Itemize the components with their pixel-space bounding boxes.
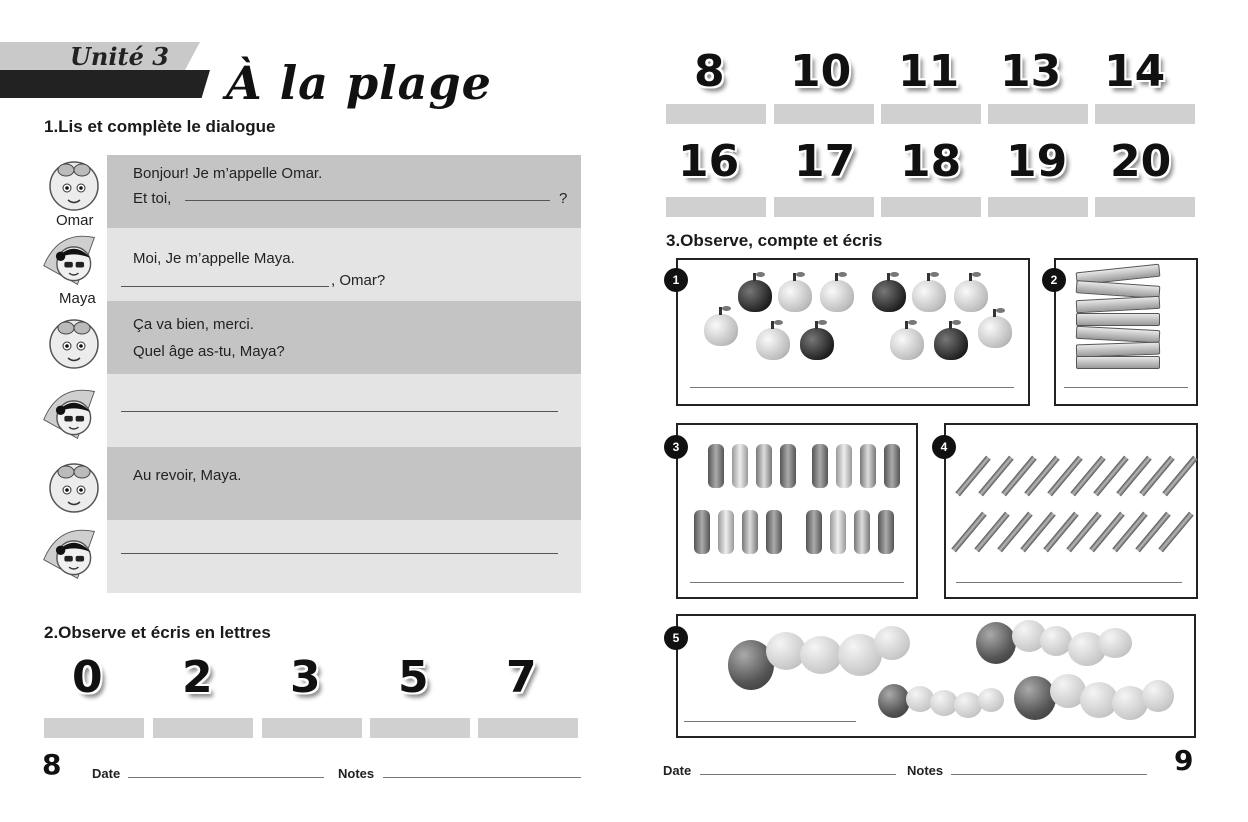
dialogue-text: Au revoir, Maya. [133,467,242,484]
answer-line[interactable] [1064,387,1188,388]
candy-icon [878,510,894,554]
page-number-right: 9 [1174,744,1194,777]
balloon-icon [1040,626,1072,656]
dialogue-row-5 [107,447,581,520]
apple-icon [800,328,834,360]
maya-avatar-icon [40,520,100,588]
dialogue-row-1 [107,155,581,228]
dialogue-text: Moi, Je m’appelle Maya. [133,250,295,267]
balloon-icon [800,636,842,674]
candy-icon [756,444,772,488]
answer-blank[interactable] [121,286,329,287]
answer-box[interactable] [666,104,766,124]
page-title: À la plage [226,56,492,110]
apple-icon [872,280,906,312]
number-11: 11 [898,46,960,97]
answer-box[interactable] [881,104,981,124]
number-17: 17 [794,136,856,187]
date-field[interactable] [128,777,324,778]
candy-icon [812,444,828,488]
answer-blank[interactable] [121,553,558,554]
number-5: 5 [398,652,429,703]
omar-avatar-icon [44,150,104,218]
maya-avatar-icon [40,226,100,294]
speaker-name-omar: Omar [56,212,94,229]
page-number-left: 8 [42,748,62,781]
answer-box[interactable] [988,104,1088,124]
apple-icon [890,328,924,360]
candy-icon [860,444,876,488]
number-2: 2 [182,652,213,703]
number-16: 16 [678,136,740,187]
apple-icon [934,328,968,360]
omar-avatar-icon [44,452,104,520]
candy-icon [836,444,852,488]
answer-box[interactable] [774,104,874,124]
balloon-icon [874,626,910,660]
dialogue-row-2 [107,228,581,301]
answer-box[interactable] [44,718,144,738]
answer-blank[interactable] [121,411,558,412]
candy-icon [742,510,758,554]
notes-label: Notes [338,766,375,781]
candy-icon [830,510,846,554]
apple-icon [912,280,946,312]
balloon-icon [976,622,1016,664]
answer-line[interactable] [684,721,856,722]
notes-label: Notes [907,763,944,778]
candy-icon [806,510,822,554]
answer-line[interactable] [690,387,1014,388]
number-14: 14 [1104,46,1166,97]
balloon-icon [1142,680,1174,712]
number-13: 13 [1000,46,1062,97]
candy-icon [708,444,724,488]
exercise-badge: 2 [1042,268,1066,292]
candy-icon [884,444,900,488]
dialogue-text: Et toi, [133,190,172,207]
answer-line[interactable] [956,582,1182,583]
dialogue-text: Ça va bien, merci. [133,316,254,333]
candy-icon [780,444,796,488]
candy-icon [854,510,870,554]
date-label: Date [663,763,692,778]
apple-icon [704,314,738,346]
balloon-icon [1014,676,1056,720]
answer-line[interactable] [690,582,904,583]
balloon-icon [1098,628,1132,658]
apple-icon [738,280,772,312]
candy-icon [766,510,782,554]
exercise2-title: 2.Observe et écris en lettres [44,623,271,642]
exercise-badge: 3 [664,435,688,459]
answer-box[interactable] [1095,197,1195,217]
apple-icon [978,316,1012,348]
speaker-name-maya: Maya [59,290,96,307]
dialogue-text: ? [559,190,568,207]
exercise-badge: 4 [932,435,956,459]
dialogue-text: Quel âge as-tu, Maya? [133,343,285,360]
answer-box[interactable] [153,718,253,738]
answer-box[interactable] [881,197,981,217]
candy-icon [732,444,748,488]
answer-box[interactable] [1095,104,1195,124]
number-3: 3 [290,652,321,703]
maya-avatar-icon [40,380,100,448]
number-8: 8 [694,46,725,97]
exercise3-title: 3.Observe, compte et écris [666,231,883,250]
notes-field[interactable] [951,774,1147,775]
omar-avatar-icon [44,308,104,376]
exercise-badge: 5 [664,626,688,650]
number-10: 10 [790,46,852,97]
apple-icon [756,328,790,360]
answer-box[interactable] [666,197,766,217]
answer-box[interactable] [262,718,362,738]
dialogue-row-3 [107,301,581,374]
unit-band-dark [0,70,210,98]
dialogue-row-4 [107,374,581,447]
answer-box[interactable] [370,718,470,738]
exercise1-title: 1.Lis et complète le dialogue [44,117,276,136]
answer-box[interactable] [988,197,1088,217]
notes-field[interactable] [383,777,581,778]
apple-icon [820,280,854,312]
book-icon [1076,313,1160,326]
apple-icon [954,280,988,312]
apple-icon [778,280,812,312]
unit-label: Unité 3 [70,42,169,71]
dialogue-row-6 [107,520,581,593]
number-0: 0 [72,652,103,703]
number-20: 20 [1110,136,1172,187]
exercise-badge: 1 [664,268,688,292]
dialogue-text: Bonjour! Je m’appelle Omar. [133,165,323,182]
candy-icon [718,510,734,554]
answer-blank[interactable] [185,200,550,201]
book-icon [1076,356,1160,369]
answer-box[interactable] [478,718,578,738]
number-18: 18 [900,136,962,187]
date-field[interactable] [700,774,896,775]
dialogue-text: , Omar? [331,272,386,289]
balloon-icon [978,688,1004,712]
answer-box[interactable] [774,197,874,217]
date-label: Date [92,766,121,781]
candy-icon [694,510,710,554]
number-7: 7 [506,652,537,703]
number-19: 19 [1006,136,1068,187]
